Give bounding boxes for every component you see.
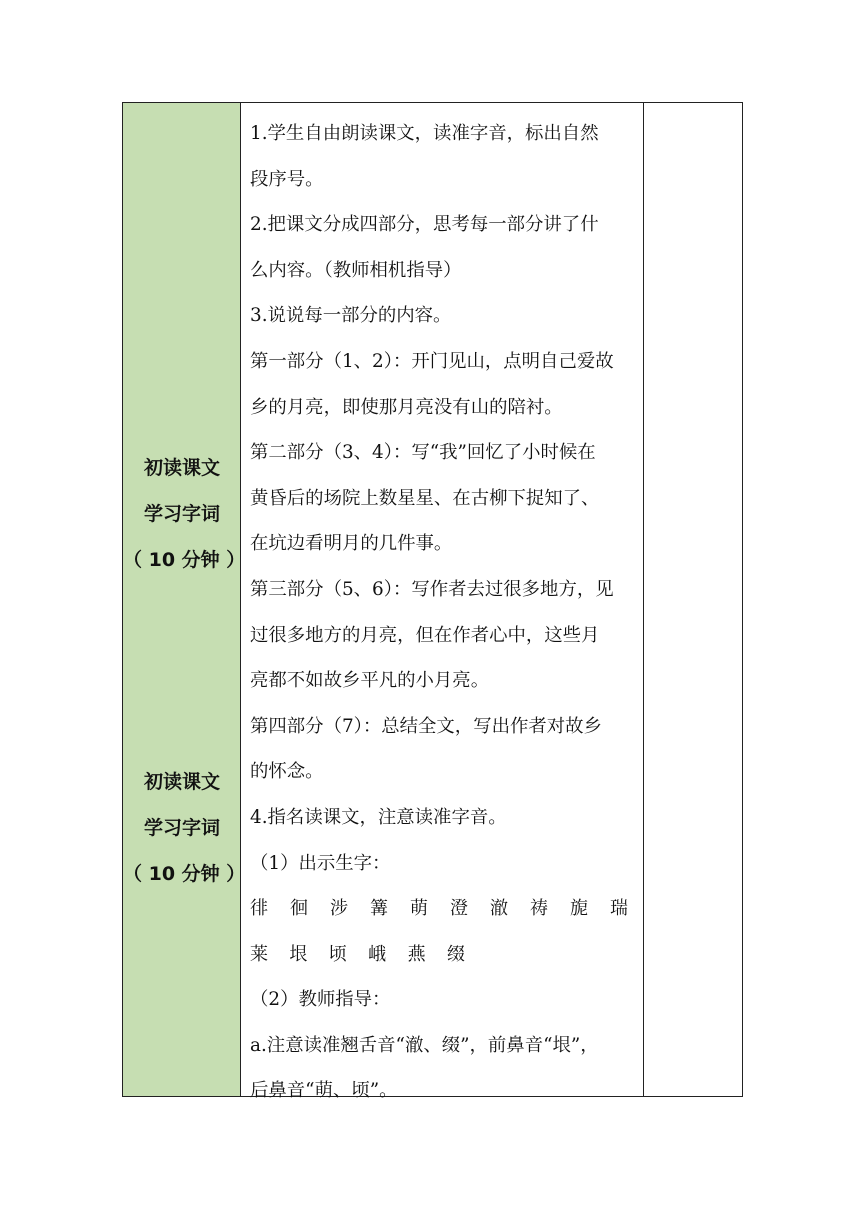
character: 峨: [368, 943, 387, 965]
content-line: 第三部分（5、6）：写作者去过很多地方，见: [250, 578, 614, 600]
content-line: 黄昏后的场院上数星星、在古柳下捉知了、: [250, 487, 600, 509]
section-label-line: （ 10 分钟 ）: [123, 863, 246, 885]
character: 澄: [450, 898, 468, 920]
character: 徊: [290, 898, 308, 920]
content-line: 第一部分（1、2）：开门见山，点明自己爱故: [250, 350, 614, 372]
content-line: 第四部分（7）：总结全文，写出作者对故乡: [250, 715, 602, 737]
section-label-first: [123, 445, 246, 583]
content-line: 2.把课文分成四部分，思考每一部分讲了什: [250, 214, 599, 236]
content-line: a.注意读准翘舌音“澈、缀”，前鼻音“垠”，: [250, 1034, 599, 1056]
character: 缀: [446, 943, 465, 965]
section-label-column: [123, 103, 246, 1096]
content-line: 3.说说每一部分的内容。: [250, 305, 452, 327]
character: 垠: [289, 943, 308, 965]
section-label-second: [123, 759, 246, 897]
notes-column: [644, 103, 742, 1096]
content-line: 4.指名读课文，注意读准字音。: [250, 806, 507, 828]
new-characters-row: [250, 886, 628, 932]
lesson-plan-table: [122, 102, 743, 1102]
new-characters-row: [250, 932, 465, 978]
content-line: 亮都不如故乡平凡的小月亮。: [250, 670, 490, 692]
character: 徘: [250, 898, 268, 920]
section-label-line: 学习字词: [143, 817, 220, 839]
content-line: 过很多地方的月亮，但在作者心中，这些月: [250, 624, 600, 646]
content-line: 1.学生自由朗读课文，读准字音，标出自然: [250, 123, 599, 144]
character: 萌: [410, 898, 428, 920]
character: 顷: [328, 943, 347, 965]
content-column: [241, 103, 644, 1102]
content-line: 么内容。（教师相机指导）: [250, 259, 462, 281]
content-line: 在坑边看明月的几件事。: [250, 533, 453, 555]
section-label-line: 学习字词: [143, 503, 220, 525]
character: 澈: [490, 898, 508, 920]
character: 莱: [250, 943, 268, 965]
content-line: 乡的月亮，即使那月亮没有山的陪衬。: [250, 396, 563, 418]
section-label-line: 初读课文: [143, 457, 220, 479]
content-line: 的怀念。: [250, 761, 324, 783]
character: 旎: [570, 898, 588, 920]
section-label-line: （ 10 分钟 ）: [123, 549, 246, 571]
content-text: [250, 111, 636, 1114]
content-line: （2）教师指导：: [250, 989, 391, 1011]
character: 涉: [330, 898, 348, 920]
character: 篝: [370, 898, 388, 920]
content-line: 第二部分（3、4）：写“我”回忆了小时候在: [250, 442, 596, 464]
character: 瑞: [610, 898, 628, 920]
content-line: 后鼻音“萌、顷”。: [250, 1080, 398, 1102]
content-line: （1）出示生字：: [250, 852, 391, 874]
section-label-line: 初读课文: [143, 771, 220, 793]
character: 祷: [530, 898, 548, 920]
character: 燕: [407, 943, 426, 965]
content-line: 段序号。: [250, 168, 324, 190]
